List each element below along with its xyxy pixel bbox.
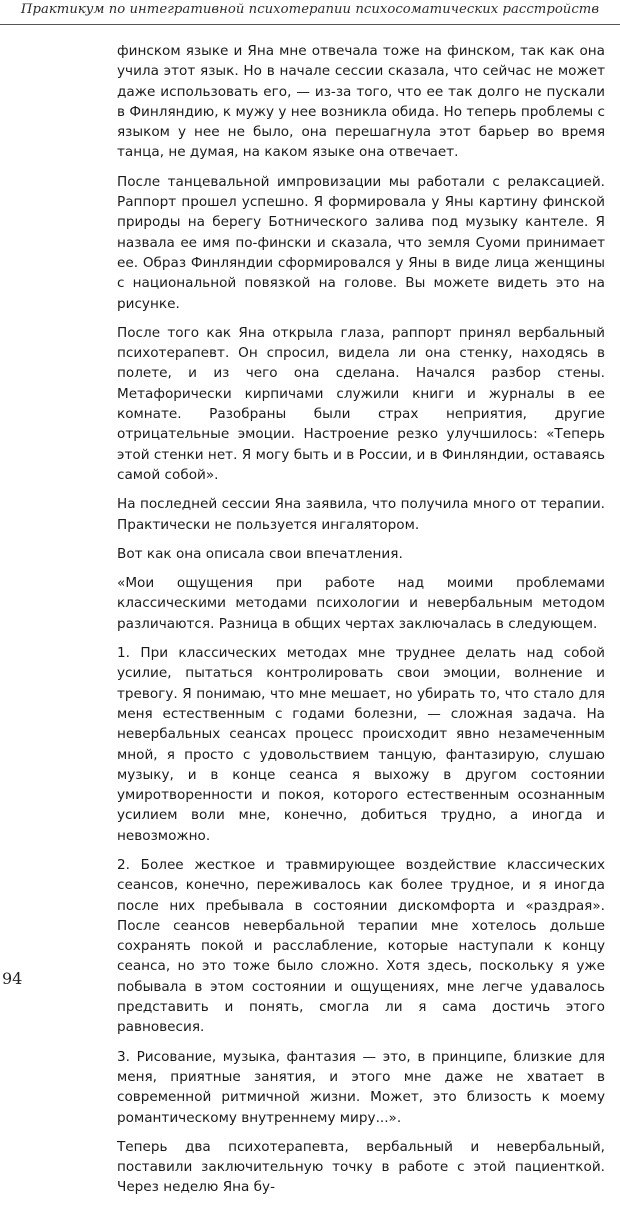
paragraph: 3. Рисование, музыка, фантазия — это, в принципе, близкие для меня, приятные занятия, и этого мне даже не хватает в современной ритмичной жизни. Может, это близость к моему романтическому внутреннему миру...». — [117, 1048, 605, 1126]
body-text — [117, 41, 605, 1207]
paragraph: «Мои ощущения при работе над моими проблемами классическими методами психологии и невербальным методом различаются. Разница в общих чертах заключалась в следующем. — [117, 575, 605, 632]
paragraph: финском языке и Яна мне отвечала тоже на финском, так как она учила этот язык. Но в начале сессии сказала, что сейчас не может даже использовать его, — из-за того, что ее так долго не пускали в Финляндию, к мужу у нее возникла обида. Но теперь проблемы с языком у нее не было, она перешагнула этот барьер во время танца, не думая, на каком языке она отвечает. — [117, 43, 605, 161]
paragraph: Вот как она описала свои впечатления. — [117, 545, 403, 562]
paragraph: 1. При классических методах мне труднее делать над собой усилие, пытаться контролировать свои эмоции, волнение и тревогу. Я понимаю, что мне мешает, но убирать то, что стало для меня естественным с годами болезни, — сложная задача. На невербальных сеансах процесс происходит явно незамеченным мной, я просто с удовольствием танцую, фантазирую, слушаю музыку, и в конце сеанса я выхожу в другом состоянии умиротворенности и покоя, которого естественным осознанным усилием воли мне, конечно, добиться трудно, а иногда и невозможно. — [117, 645, 605, 844]
running-title: Практикум по интегративной психотерапии психосоматических расстройств — [20, 2, 600, 17]
page-number: 94 — [2, 969, 23, 988]
paragraph: 2. Более жесткое и травмирующее воздействие классических сеансов, конечно, переживалось как более трудное, и я иногда после них пребывала в состоянии дискомфорта и «раздрая». После сеансов невербальной терапии мне хотелось дольше сохранять покой и расслабление, которые наступали к концу сеанса, но это тоже было сложно. Хотя здесь, поскольку я уже побывала в этом состоянии и ощущениях, мне легче удавалось представить и понять, смогла ли я сама достичь этого равновесия. — [117, 856, 605, 1036]
paragraph: После того как Яна открыла глаза, раппорт принял вербальный психотерапевт. Он спросил, видела ли она стенку, находясь в полете, и из чего она сделана. Начался разбор стены. Метафорически кирпичами служили книги и журналы в ее комнате. Разобраны были страх неприятия, другие отрицательные эмоции. Настроение резко улучшилось: «Теперь этой стенки нет. Я могу быть и в России, и в Финляндии, оставаясь самой собой». — [117, 324, 605, 483]
paragraph: Теперь два психотерапевта, вербальный и невербальный, поставили заключительную точку в работе с этой пациенткой. Через неделю Яна бу- — [117, 1138, 605, 1196]
paragraph: На последней сессии Яна заявила, что получила много от терапии. Практически не пользуется ингалятором. — [117, 496, 605, 533]
header-rule — [0, 24, 620, 25]
paragraph: После танцевальной импровизации мы работали с релаксацией. Раппорт прошел успешно. Я формировала у Яны картину финской природы на берегу Ботнического залива под музыку кантеле. Я назвала ее имя по-фински и сказала, что земля Суоми принимает ее. Образ Финляндии сформировался у Яны в виде лица женщины с национальной повязкой на голове. Вы можете видеть это на рисунке. — [117, 173, 605, 312]
